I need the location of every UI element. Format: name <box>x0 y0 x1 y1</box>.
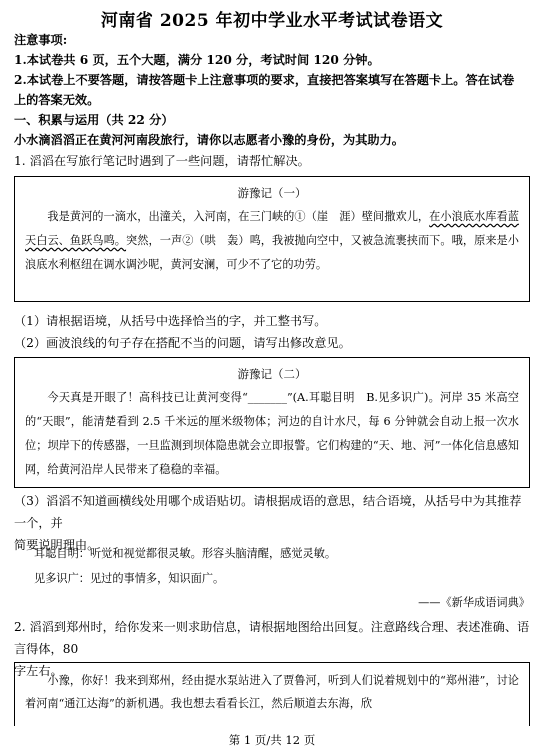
word-choice-1: （崖 涯） <box>305 210 362 223</box>
dictionary-source: ——《新华成语词典》 <box>418 596 530 609</box>
page-number: 第 1 页/共 12 页 <box>228 733 316 747</box>
notice-heading: 注意事项: <box>14 33 68 47</box>
blank-marker-2: ② <box>182 234 194 247</box>
note1-part-d: 鸣，我被抛向空中，又被急流裹挟而下。哦，原来是小浪底水利枢纽在调水调沙呢，黄河安澜，可少不了它的功劳。 <box>25 234 519 271</box>
sub-question-3-line-1: （3）滔滔不知道画横线处用哪个成语贴切。请根据成语的意思，结合语境，从括号中为其推荐一个，并 <box>14 494 522 530</box>
sub-question-3-line-2: 简要说明理由。 <box>14 538 100 552</box>
blank-marker-1: ① <box>294 210 306 223</box>
note2-part-a: 今天真是开眼了！高科技已让黄河变得“ <box>47 391 248 404</box>
note1-part-b: 壁间撒欢儿， <box>361 210 430 223</box>
travel-note-1-text <box>15 205 529 277</box>
answer-blank: _______ <box>247 391 287 404</box>
idiom-definition-2: 见多识广：见过的事情多，知识面广。 <box>34 572 225 585</box>
word-choice-2: （哄 轰） <box>193 234 250 247</box>
sub-question-1: （1）请根据语境，从括号中选择恰当的字，并工整书写。 <box>14 314 327 328</box>
note1-part-a: 我是黄河的一滴水，出潼关，入河南，在三门峡的 <box>47 210 295 223</box>
travel-note-2-text <box>15 386 529 482</box>
notice-item-2-line-1: 2.本试卷上不要答题，请按答题卡上注意事项的要求，直接把答案填写在答题卡上。答在试卷 <box>14 73 515 87</box>
note1-part-c: 突然，一声 <box>126 234 183 247</box>
wavy-underlined-sentence: 在小浪底水库看蓝天白云、鱼跃鸟鸣。 <box>25 210 519 247</box>
note2-part-b: ”(A.耳聪目明 B.见多识广)。河岸 35 米高空的“天眼”，能清楚看到 2.5 千米远的厘米级物体；河边的自计水尺，每 6 分钟就会自动上报一次水位；坝岸下的传感器，一旦监测到坝体隐患就会立即报警。它们构建的“天、地、河”一体化信息感知网，给黄河沿岸人民带来了稳稳的幸福。 <box>25 391 519 476</box>
section-heading: 一、积累与运用（共 22 分） <box>14 113 174 127</box>
notice-item-1: 1.本试卷共 6 页，五个大题，满分 120 分，考试时间 120 分钟。 <box>14 53 380 67</box>
help-message-box <box>14 662 530 726</box>
idiom-definition-1: 耳聪目明：听觉和视觉都很灵敏。形容头脑清醒，感觉灵敏。 <box>34 547 337 560</box>
help-message-text: 小豫，你好！我来到郑州，经由提水泵站进入了贾鲁河，听到人们说着规划中的“郑州港”，讨论着河南“通江达海”的新机遇。我也想去看看长江，然后顺道去东海，欣 <box>25 674 519 710</box>
sub-question-2: （2）画波浪线的句子存在搭配不当的问题，请写出修改意见。 <box>14 336 351 350</box>
travel-note-1-box <box>14 176 530 302</box>
question-1-stem: 1. 滔滔在写旅行笔记时遇到了一些问题，请帮忙解决。 <box>14 154 310 168</box>
section-intro: 小水滴滔滔正在黄河河南段旅行，请你以志愿者小豫的身份，为其助力。 <box>14 133 404 147</box>
travel-note-1-title: 游豫记（一） <box>237 186 307 200</box>
notice-item-2-line-2: 上的答案无效。 <box>14 93 100 107</box>
question-2-line-2: 字左右。 <box>14 664 63 678</box>
travel-note-2-title: 游豫记（二） <box>237 367 307 381</box>
exam-title: 河南省 2025 年初中学业水平考试试卷语文 <box>100 11 444 31</box>
travel-note-2-box <box>14 357 530 488</box>
question-2-line-1: 2. 滔滔到郑州时，给你发来一则求助信息，请根据地图给出回复。注意路线合理、表述准确、语言得体，80 <box>14 620 530 656</box>
